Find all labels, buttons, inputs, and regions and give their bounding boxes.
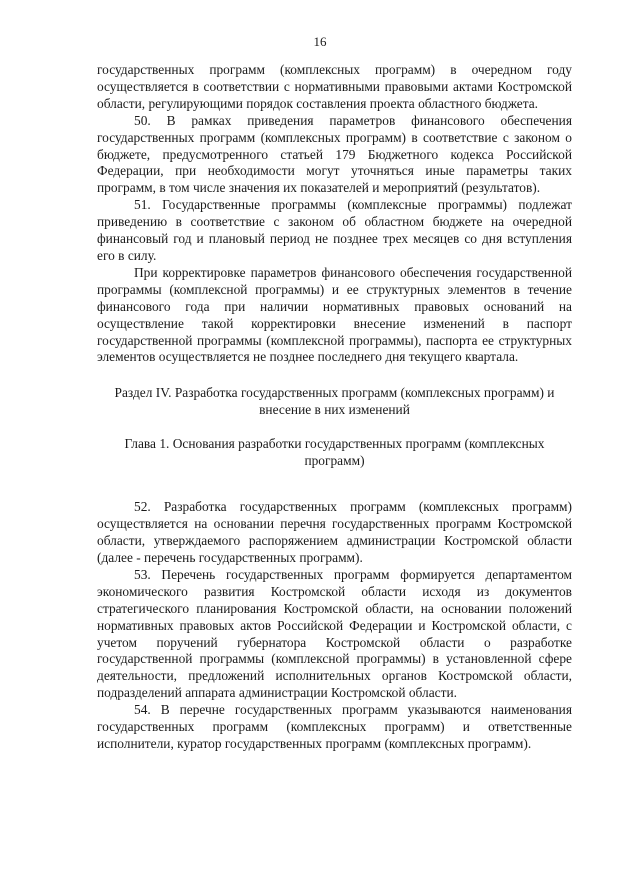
paragraph-54: 54. В перечне государственных программ указываются наименования государственных программ (комплексных программ) и ответственные исполнители, куратор государственных программ (комплексных программ). xyxy=(97,702,572,751)
paragraph-53: 53. Перечень государственных программ формируется департаментом экономического развития Костромской области исходя из документов стратегического планирования Костромской области, на основании положений нормативных правовых актов Российской Федерации и Костромской области, с учетом поручений губернатора Костромской области о разработке государственной программы (комплексной программы) в установленной сфере деятельности, предложений исполнительных органов Костромской области, подразделений аппарата администрации Костромской области. xyxy=(97,566,572,701)
chapter-heading: Глава 1. Основания разработки государственных программ (комплексных программ) xyxy=(124,436,545,469)
paragraph-51: 51. Государственные программы (комплексные программы) подлежат приведению в соответствие с законом об областном бюджете на очередной финансовый год и плановый период не позднее трех месяцев со дня вступления его в силу. xyxy=(97,197,572,263)
paragraph-continuation: государственных программ (комплексных программ) в очередном году осуществляется в соответствии с нормативными правовыми актами Костромской области, регулирующими порядок составления проекта областного бюджета. xyxy=(97,62,572,111)
document-body xyxy=(97,62,572,753)
paragraph-51-correction: При корректировке параметров финансового обеспечения государственной программы (комплексной программы) и ее структурных элементов в течение финансового года при наличии нормативных правовых оснований на осуществление такой корректировки внесение изменений в паспорт государственной программы (комплексной программы), паспорта ее структурных элементов осуществляется не позднее последнего дня текущего квартала. xyxy=(97,264,572,365)
section-heading: Раздел IV. Разработка государственных программ (комплексных программ) и внесение в них изменений xyxy=(114,385,555,418)
paragraph-50: 50. В рамках приведения параметров финансового обеспечения государственных программ (комплексных программ) в соответствие с законом о бюджете, предусмотренного статьей 179 Бюджетного кодекса Российской Федерации, при необходимости могут уточняться иные параметры таких программ, в том числе значения их показателей и мероприятий (результатов). xyxy=(97,112,572,196)
page-number: 16 xyxy=(313,34,327,49)
paragraph-52: 52. Разработка государственных программ (комплексных программ) осуществляется на основании перечня государственных программ Костромской области, утверждаемого распоряжением администрации Костромской области (далее - перечень государственных программ). xyxy=(97,499,572,566)
